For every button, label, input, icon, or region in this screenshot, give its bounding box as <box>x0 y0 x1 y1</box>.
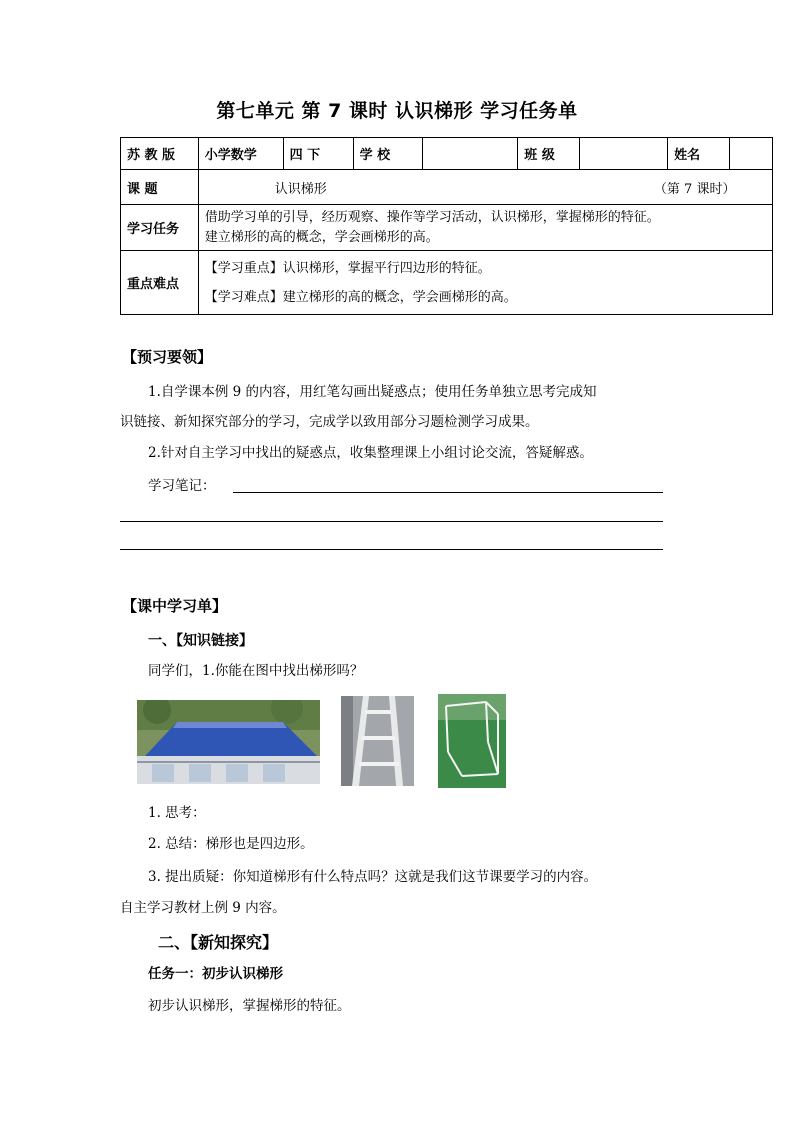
difficulty-text: 建立梯形的高的概念，学会画梯形的高。 <box>282 289 517 305</box>
raise-question-line-2: 自主学习教材上例 9 内容。 <box>120 900 286 916</box>
task-label: 学习任务 <box>121 205 199 251</box>
name-label: 姓名 <box>668 138 730 170</box>
notes-line-2 <box>120 521 663 522</box>
grade-cell: 四 下 <box>283 138 353 170</box>
notes-line-1 <box>233 492 663 493</box>
task-one-description: 初步认识梯形，掌握梯形的特征。 <box>148 998 351 1014</box>
ladder-photo <box>341 696 414 786</box>
raise-question-line-1: 3. 提出质疑：你知道梯形有什么特点吗？这就是我们这节课要学习的内容。 <box>148 869 598 885</box>
task-line-2: 建立梯形的高的概念，学会画梯形的高。 <box>204 229 439 245</box>
subject-cell: 小学数学 <box>198 138 283 170</box>
key-label: 重点难点 <box>121 251 199 315</box>
task-line-1: 借助学习单的引导，经历观察、操作等学习活动，认识梯形，掌握梯形的特征。 <box>204 209 660 225</box>
class-label: 班 级 <box>518 138 580 170</box>
topic-label: 课 题 <box>121 170 199 205</box>
info-table <box>120 137 773 315</box>
class-value <box>580 138 668 170</box>
class-sheet-heading: 【课中学习单】 <box>122 597 228 615</box>
notes-label: 学习笔记： <box>148 478 216 494</box>
question-text: 同学们，1.你能在图中找出梯形吗？ <box>148 663 364 679</box>
summary-text: 2. 总结：梯形也是四边形。 <box>148 836 314 852</box>
name-value <box>729 138 772 170</box>
soccer-goal-photo <box>438 694 506 788</box>
new-knowledge-heading: 二、【新知探究】 <box>158 933 279 952</box>
preview-item-1-line-1: 1.自学课本例 9 的内容，用红笔勾画出疑惑点；使用任务单独立思考完成知 <box>148 384 597 400</box>
task-cell <box>198 205 772 251</box>
soccer-goal-image <box>438 694 506 788</box>
preview-heading: 【预习要领】 <box>122 348 213 366</box>
think-text: 1. 思考： <box>148 805 206 821</box>
edition-cell: 苏 教 版 <box>121 138 199 170</box>
school-value <box>423 138 518 170</box>
topic-value: 认识梯形 <box>274 181 327 197</box>
knowledge-link-heading: 一、【知识链接】 <box>148 633 253 649</box>
school-label: 学 校 <box>353 138 423 170</box>
difficulty-tag: 【学习难点】 <box>204 289 283 305</box>
greenhouse-roof-photo <box>137 700 320 784</box>
greenhouse-roof-image <box>137 700 320 784</box>
preview-item-1-line-2: 识链接、新知探究部分的学习，完成学以致用部分习题检测学习成果。 <box>120 414 539 430</box>
topic-cell <box>198 170 772 205</box>
preview-item-2: 2.针对自主学习中找出的疑惑点，收集整理课上小组讨论交流，答疑解惑。 <box>148 445 593 461</box>
key-point-text: 认识梯形，掌握平行四边形的特征。 <box>282 260 491 276</box>
key-cell <box>198 251 772 315</box>
lesson-number: （第 7 课时） <box>653 181 736 197</box>
notes-line-3 <box>120 549 663 550</box>
key-point-tag: 【学习重点】 <box>204 260 283 276</box>
page-title: 第七单元 第 7 课时 认识梯形 学习任务单 <box>216 100 578 122</box>
ladder-image <box>341 696 414 786</box>
task-one-heading: 任务一：初步认识梯形 <box>148 966 283 982</box>
